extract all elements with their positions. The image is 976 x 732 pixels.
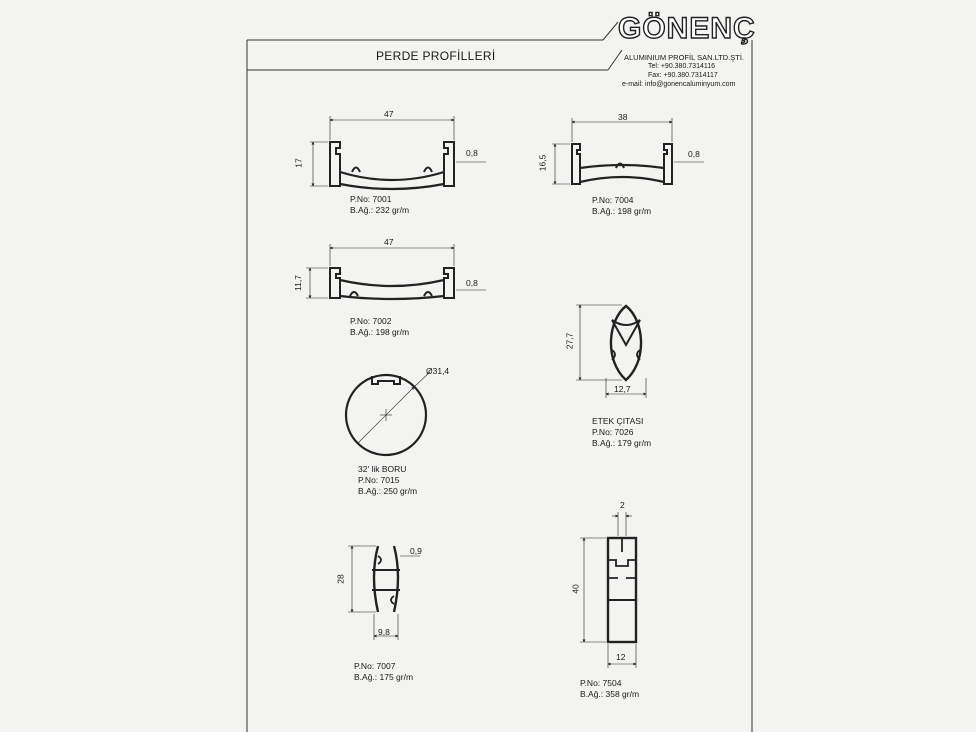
part-no-7001: P.No: 7001 — [350, 194, 392, 204]
profile-name-7015: 32' lik BORU — [358, 464, 407, 474]
dim-7004-thickness: 0,8 — [688, 149, 700, 159]
dim-7001-thickness: 0,8 — [466, 148, 478, 158]
company-tel: Tel: +90.380.7314116 — [648, 63, 716, 70]
dim-7004-height: 16,5 — [537, 154, 548, 172]
weight-7015: B.Ağ.: 250 gr/m — [358, 486, 418, 496]
company-email: e-mail: info@gonencaluminyum.com — [622, 81, 736, 88]
part-no-7007: P.No: 7007 — [354, 661, 396, 671]
weight-7026: B.Ağ.: 179 gr/m — [592, 438, 652, 448]
part-no-7504: P.No: 7504 — [580, 678, 622, 688]
weight-7004: B.Ağ.: 198 gr/m — [592, 206, 652, 216]
dim-7001-height: 17 — [293, 158, 304, 168]
dim-7504-width: 12 — [616, 652, 626, 662]
profile-name-7026: ETEK ÇITASI — [592, 416, 644, 426]
company-fax: Fax: +90.380.7314117 — [648, 72, 718, 79]
weight-7002: B.Ağ.: 198 gr/m — [350, 327, 410, 337]
dim-7007-width: 9,8 — [378, 627, 390, 637]
page-title: PERDE PROFİLLERİ — [376, 49, 496, 63]
dim-7026-width: 12,7 — [614, 384, 631, 394]
dim-7504-wall: 2 — [620, 500, 625, 510]
profile-7015-drawing — [346, 372, 430, 455]
part-no-7004: P.No: 7004 — [592, 195, 634, 205]
dim-7002-width: 47 — [384, 237, 394, 247]
dim-7002-height: 11,7 — [292, 275, 303, 291]
dim-7007-height: 28 — [335, 574, 346, 584]
company-name: ALUMINIUM PROFİL SAN.LTD.ŞTİ. — [624, 53, 745, 62]
dim-7002-thickness: 0,8 — [466, 278, 478, 288]
part-no-7015: P.No: 7015 — [358, 475, 400, 485]
dim-7007-thickness: 0,9 — [410, 546, 422, 556]
weight-7007: B.Ağ.: 175 gr/m — [354, 672, 414, 682]
profile-7504-drawing — [580, 512, 636, 668]
dim-7504-height: 40 — [570, 584, 581, 594]
weight-7001: B.Ağ.: 232 gr/m — [350, 205, 410, 215]
dim-7015-diameter: Ø31,4 — [426, 366, 450, 376]
sheet-border — [247, 22, 752, 732]
profile-7004-drawing — [552, 118, 704, 184]
part-no-7002: P.No: 7002 — [350, 316, 392, 326]
dim-7004-width: 38 — [618, 112, 628, 122]
dim-7026-height: 27,7 — [564, 332, 575, 350]
profile-7007-drawing — [348, 546, 420, 640]
weight-7504: B.Ağ.: 358 gr/m — [580, 689, 640, 699]
part-no-7026: P.No: 7026 — [592, 427, 634, 437]
company-logo: GÖNENÇ — [618, 12, 756, 45]
profile-7002-drawing — [306, 244, 486, 299]
profile-7001-drawing — [310, 116, 486, 189]
profile-7026-drawing — [576, 305, 646, 398]
dim-7001-width: 47 — [384, 109, 394, 119]
